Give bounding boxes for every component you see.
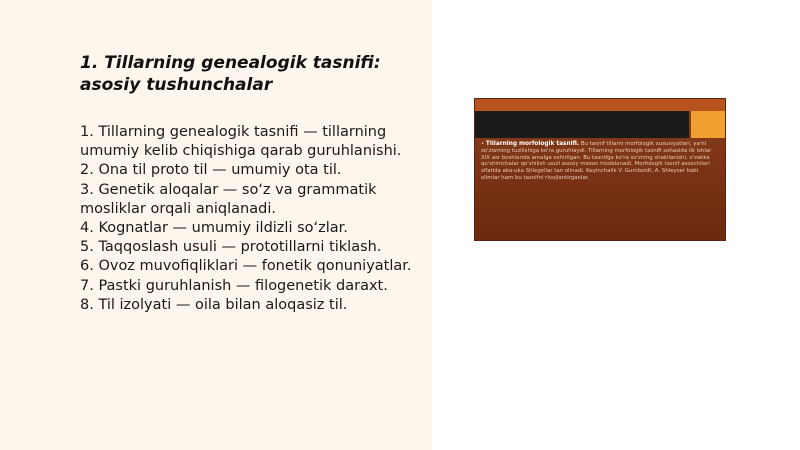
slide-point: 7. Pastki guruhlanish — filogenetik daraxt. — [80, 277, 388, 294]
slide-points-list — [80, 123, 425, 315]
slide-thumbnail-image — [475, 99, 725, 240]
slide-point: 5. Taqqoslash usuli — prototillarni tiklash. — [80, 239, 382, 256]
thumbnail-title-bar — [475, 111, 689, 138]
thumbnail-top-strip — [475, 99, 725, 111]
slide-point: 6. Ovoz muvofiqliklari — fonetik qonuniyatlar. — [80, 258, 412, 275]
slide-point: 8. Til izolyati — oila bilan aloqasiz til. — [80, 296, 348, 313]
slide-point: 3. Genetik aloqalar — so‘z va grammatik mosliklar orqali aniqlanadi. — [80, 181, 377, 217]
thumbnail-heading: Tillarning morfologik tasnifi. — [485, 141, 580, 147]
slide-title: 1. Tillarning genealogik tasnifi: asosiy tushunchalar — [80, 53, 381, 95]
slide-point: 2. Ona til proto til — umumiy ota til. — [80, 162, 342, 179]
thumbnail-body: Bu tasnif tillarni morfologik xususiyatlari, ya'ni so'zlarning tuzilishiga ko'ra guruhlaydi. Tillarning morfologik tasnifi sohasida ilk ishlar XIX asr boshlarida amalga oshirilgan. Bu tasnifga ko'ra so'zning shakllanishi, o'zakka qo'shimchalar qo'shilish usuli asosiy mezon hisoblanadi. Morfologik tasnif asoschilari sifatida aka-uka Shlegellar tan olinadi. Keyinchalik V. Gumboldt, A. Shleyxer kabi olimlar ham bu tasnifni rivojlantirganlar. — [481, 141, 712, 181]
thumbnail-accent-block — [691, 111, 725, 138]
slide-point: 1. Tillarning genealogik tasnifi — tillarning umumiy kelib chiqishiga qarab guruhlanishi. — [80, 124, 402, 160]
thumbnail-body-text: • Tillarning morfologik tasnifi. Bu tasnif tillarni morfologik xususiyatlari, ya'ni so'zlarning tuzilishiga ko'ra guruhlaydi. Tillarning morfologik tasnifi sohasida ilk ishlar XIX asr boshlarida amalga oshirilgan. Bu tasnifga ko'ra so'zning shakllanishi, o'zakka qo'shimchalar qo'shilish usuli asosiy mezon hisoblanadi. Morfologik tasnif asoschilari sifatida aka-uka Shlegellar tan olinadi. Keyinchalik V. Gumboldt, A. Shleyxer kabi olimlar ham bu tasnifni rivojlantirganlar. — [481, 141, 712, 181]
slide-point: 4. Kognatlar — umumiy ildizli so‘zlar. — [80, 220, 348, 237]
